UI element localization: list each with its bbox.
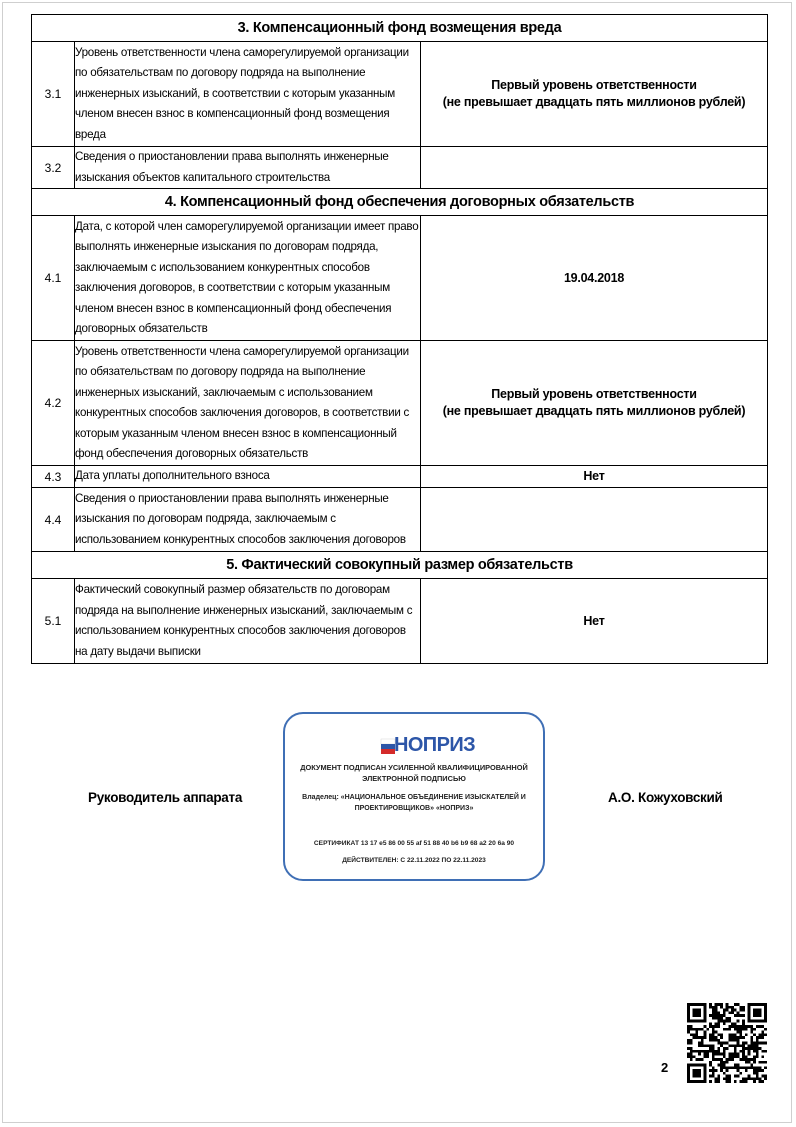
- description-line: Уровень ответственности члена саморегулируемой организации: [75, 344, 409, 358]
- row-description: [75, 216, 421, 341]
- svg-text:НОПРИЗ: НОПРИЗ: [394, 734, 476, 756]
- description-line: Сведения о приостановлении права выполнять инженерные: [75, 491, 389, 505]
- description-line: изыскания по договорам подряда, заключаемым с: [75, 512, 336, 526]
- row-description: [75, 488, 421, 552]
- stamp-certificate: СЕРТИФИКАТ 13 17 e5 86 00 55 af 51 88 40 b6 b9 68 a2 20 6a 90: [313, 840, 515, 847]
- description-line: инженерных изысканий, в соответствии с которым указанным: [75, 86, 395, 100]
- nopriz-logo-icon: [381, 729, 476, 756]
- description-line: Дата уплаты дополнительного взноса: [75, 469, 270, 483]
- description-line: заключения договоров, в соответствии с которым указанным: [75, 281, 390, 294]
- description-line: использованием конкурентных способов заключения договоров: [75, 624, 406, 637]
- qr-code-icon: [687, 1003, 767, 1083]
- value-line: 19.04.2018: [563, 270, 625, 285]
- value-line: Первый уровень ответственности: [491, 387, 697, 401]
- section-header-row: [32, 552, 768, 579]
- description-line: по обязательствам по договору подряда на выполнение: [75, 66, 366, 80]
- value-line: Первый уровень ответственности: [491, 78, 697, 92]
- table-row: [32, 341, 768, 466]
- description-line: договорных обязательств: [75, 322, 208, 335]
- description-line: по обязательствам по договору подряда на выполнение: [75, 365, 366, 378]
- description-line: Сведения о приостановлении права выполнять инженерные: [75, 150, 389, 163]
- row-description: [75, 466, 421, 488]
- table-row: [32, 488, 768, 552]
- electronic-signature-stamp: [283, 712, 545, 881]
- value-line: Нет: [583, 613, 605, 628]
- page-number: 2: [661, 1060, 669, 1075]
- row-value: [421, 488, 768, 552]
- stamp-validity: ДЕЙСТВИТЕЛЕН: С 22.11.2022 ПО 22.11.2023: [342, 857, 486, 864]
- section-title: 4. Компенсационный фонд обеспечения договорных обязательств: [32, 189, 768, 216]
- row-value: [421, 341, 768, 466]
- description-line: вреда: [75, 127, 106, 141]
- row-number: 5.1: [32, 579, 75, 664]
- description-line: фонд обеспечения договорных обязательств: [75, 447, 309, 460]
- description-line: Фактический совокупный размер обязательств по договорам: [75, 583, 390, 596]
- description-line: членом внесен взнос в компенсационный фонд возмещения: [75, 107, 390, 121]
- value-line: Нет: [583, 469, 605, 483]
- table-row: [32, 579, 768, 664]
- section-title: 5. Фактический совокупный размер обязательств: [32, 552, 768, 579]
- description-line: Дата, с которой член саморегулируемой организации имеет право: [75, 219, 419, 233]
- table-row: [32, 466, 768, 488]
- signature-position: Руководитель аппарата: [88, 790, 243, 805]
- description-line: членом внесен взнос в компенсационный фонд обеспечения: [75, 301, 392, 315]
- description-line: конкурентных способов заключения договоров, в соответствии с: [75, 406, 410, 419]
- row-value: [421, 147, 768, 189]
- row-value: [421, 579, 768, 664]
- registry-table: [31, 14, 768, 664]
- row-number: 4.1: [32, 216, 75, 341]
- row-number: 3.1: [32, 42, 75, 147]
- section-header-row: [32, 15, 768, 42]
- row-value: [421, 216, 768, 341]
- section-header-row: [32, 189, 768, 216]
- row-number: 3.2: [32, 147, 75, 189]
- row-number: 4.4: [32, 488, 75, 552]
- row-number: 4.3: [32, 466, 75, 488]
- description-line: использованием конкурентных способов заключения договоров: [75, 532, 406, 546]
- description-line: изыскания объектов капитального строительства: [75, 170, 330, 184]
- row-value: [421, 42, 768, 147]
- row-number: 4.2: [32, 341, 75, 466]
- value-line: (не превышает двадцать пять миллионов рублей): [442, 404, 746, 418]
- table-row: [32, 42, 768, 147]
- description-line: которым указанным членом внесен взнос в компенсационный: [75, 426, 397, 440]
- row-description: [75, 579, 421, 664]
- table-row: [32, 147, 768, 189]
- description-line: инженерных изысканий, заключаемым с использованием: [75, 385, 373, 399]
- row-description: [75, 341, 421, 466]
- description-line: выполнять инженерные изыскания по договорам подряда,: [75, 240, 379, 253]
- row-value: [421, 466, 768, 488]
- section-title: 3. Компенсационный фонд возмещения вреда: [32, 15, 768, 42]
- description-line: заключаемым с использованием конкурентных способов: [75, 260, 370, 274]
- description-line: на дату выдачи выписки: [75, 644, 201, 658]
- description-line: Уровень ответственности члена саморегулируемой организации: [75, 45, 409, 59]
- stamp-signed-text: ДОКУМЕНТ ПОДПИСАН УСИЛЕННОЙ КВАЛИФИЦИРОВАННОЙ ЭЛЕКТРОННОЙ ПОДПИСЬЮ: [300, 763, 528, 783]
- description-line: подряда на выполнение инженерных изысканий, заключаемым с: [75, 603, 413, 617]
- signature-name: А.О. Кожуховский: [608, 790, 723, 805]
- value-line: (не превышает двадцать пять миллионов рублей): [442, 95, 746, 109]
- row-description: [75, 42, 421, 147]
- row-description: [75, 147, 421, 189]
- stamp-owner-text: Владелец: «НАЦИОНАЛЬНОЕ ОБЪЕДИНЕНИЕ ИЗЫСКАТЕЛЕЙ И ПРОЕКТИРОВЩИКОВ» «НОПРИЗ»: [302, 794, 526, 812]
- table-row: [32, 216, 768, 341]
